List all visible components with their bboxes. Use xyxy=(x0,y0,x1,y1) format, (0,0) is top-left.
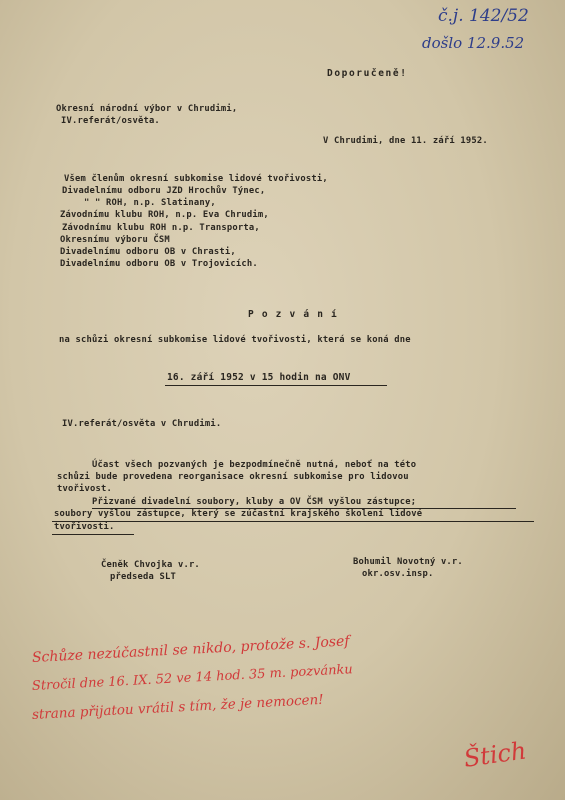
registered-mail-label: Doporučeně! xyxy=(327,68,408,79)
handwritten-note-line: Stročil dne 16. IX. 52 ve 14 hod. 35 m. pozvánku xyxy=(31,662,354,694)
meeting-time: 16. září 1952 v 15 hodin na ONV xyxy=(167,372,351,383)
recipient-line: Divadelnímu odboru OB v Chrasti, xyxy=(60,247,236,257)
sender-line-2: IV.referát/osvěta. xyxy=(61,116,160,126)
body-text-line: schůzi bude provedena reorganisace okresní subkomise pro lidovou xyxy=(57,472,409,482)
signature-left-name: Čeněk Chvojka v.r. xyxy=(101,560,200,570)
invitation-title: P o z v á n í xyxy=(248,309,338,320)
handwritten-note-line: strana přijatou vrátil s tím, že je nemocen! xyxy=(31,691,325,723)
signature-left-title: předseda SLT xyxy=(110,572,176,582)
registry-number: č.j. 142/52 xyxy=(438,6,529,26)
underline xyxy=(165,385,387,386)
signature-right-name: Bohumil Novotný v.r. xyxy=(353,557,463,567)
body-text-line: tvořivost. xyxy=(57,484,112,494)
signature-right-title: okr.osv.insp. xyxy=(362,569,434,579)
handwritten-note-line: Schůze nezúčastnil se nikdo, protože s. Josef xyxy=(31,633,350,666)
recipient-line: Závodnímu klubu ROH, n.p. Eva Chrudim, xyxy=(60,210,269,220)
date-line: V Chrudimi, dne 11. září 1952. xyxy=(323,136,488,146)
recipient-line: Divadelnímu odboru OB v Trojovicích. xyxy=(60,259,258,269)
recipient-line: Všem členům okresní subkomise lidové tvořivosti, xyxy=(64,174,328,184)
underline xyxy=(52,534,134,535)
handwritten-signature: Štich xyxy=(462,736,529,773)
recipient-line: Okresnímu výboru ČSM xyxy=(60,235,170,245)
body-text-line: Přizvané divadelní soubory, kluby a OV ČSM vyšlou zástupce; xyxy=(92,497,417,507)
underline xyxy=(92,508,516,509)
recipient-line: Závodnímu klubu ROH n.p. Transporta, xyxy=(62,223,260,233)
body-text-line: tvořivosti. xyxy=(54,522,115,532)
invitation-subtitle: na schůzi okresní subkomise lidové tvořivosti, která se koná dne xyxy=(59,335,411,345)
recipient-line: " " ROH, n.p. Slatinany, xyxy=(84,198,216,208)
body-text-line: soubory vyšlou zástupce, který se zúčastní krajského školení lidové xyxy=(54,509,423,519)
section-heading: IV.referát/osvěta v Chrudimi. xyxy=(62,419,222,429)
underline xyxy=(52,521,534,522)
recipient-line: Divadelnímu odboru JZD Hrochův Týnec, xyxy=(62,186,266,196)
received-date: došlo 12.9.52 xyxy=(422,34,525,52)
body-text-line: Účast všech pozvaných je bezpodmínečně nutná, neboť na této xyxy=(92,460,417,470)
sender-line-1: Okresní národní výbor v Chrudimi, xyxy=(56,104,238,114)
